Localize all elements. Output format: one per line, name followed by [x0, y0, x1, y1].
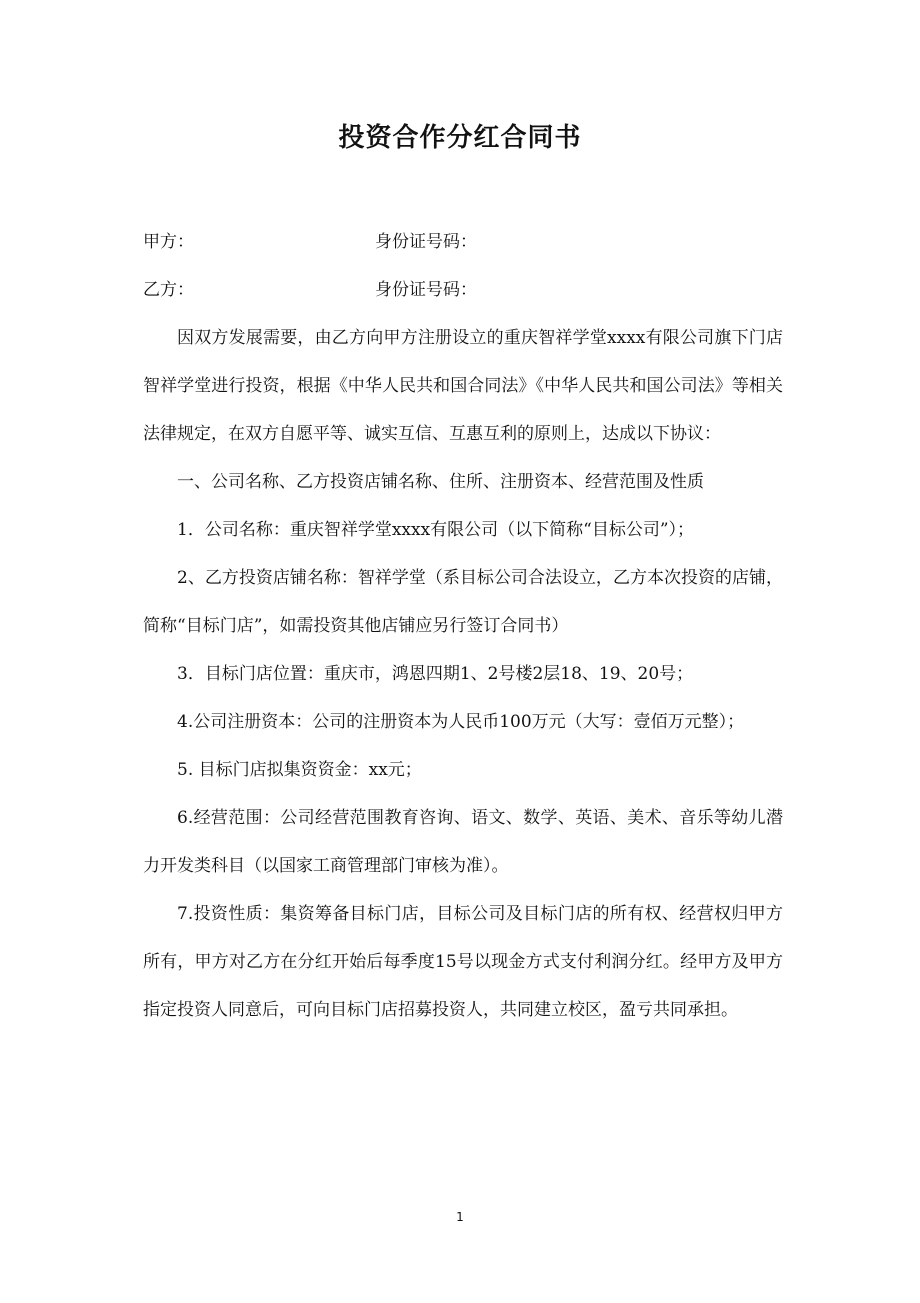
clause-store-location: 3．目标门店位置：重庆市，鸿恩四期1、2号楼2层18、19、20号；	[177, 664, 694, 684]
clause-registered-capital: 4.公司注册资本：公司的注册资本为人民币100万元（大写：壹佰万元整）；	[177, 712, 745, 732]
page-number: 1	[456, 1210, 464, 1224]
clause-investment-nature: 7.投资性质：集资筹备目标门店，目标公司及目标门店的所有权、经营权归甲方所有，甲方对乙方在分红开始后每季度15号以现金方式支付利润分红。经甲方及甲方指定投资人同意后，可向目标门店招募投资人，共同建立校区，盈亏共同承担。	[143, 904, 783, 1020]
clause-company-name: 1．公司名称：重庆智祥学堂xxxx有限公司（以下简称“目标公司”）；	[177, 520, 695, 540]
party-a-line	[143, 218, 783, 266]
clause-fundraising-amount: 5. 目标门店拟集资资金：xx元；	[177, 760, 422, 780]
party-b-label: 乙方：	[143, 280, 194, 300]
party-b-line	[143, 266, 783, 314]
document-body	[143, 218, 783, 1034]
section-heading-1: 一、公司名称、乙方投资店铺名称、住所、注册资本、经营范围及性质	[177, 472, 704, 492]
party-b-id-label: 身份证号码：	[375, 280, 477, 300]
document-title: 投资合作分红合同书	[338, 123, 582, 153]
party-a-label: 甲方：	[143, 232, 194, 252]
clause-business-scope: 6.经营范围：公司经营范围教育咨询、语文、数学、英语、美术、音乐等幼儿潜力开发类科目（以国家工商管理部门审核为准）。	[143, 808, 783, 876]
clause-store-name: 2、乙方投资店铺名称：智祥学堂（系目标公司合法设立，乙方本次投资的店铺，简称“目标门店”，如需投资其他店铺应另行签订合同书）	[143, 568, 783, 636]
paragraph-intro: 因双方发展需要，由乙方向甲方注册设立的重庆智祥学堂xxxx有限公司旗下门店智祥学堂进行投资，根据《中华人民共和国合同法》《中华人民共和国公司法》等相关法律规定，在双方自愿平等、诚实互信、互惠互利的原则上，达成以下协议：	[143, 328, 783, 444]
party-a-id-label: 身份证号码：	[375, 232, 477, 252]
